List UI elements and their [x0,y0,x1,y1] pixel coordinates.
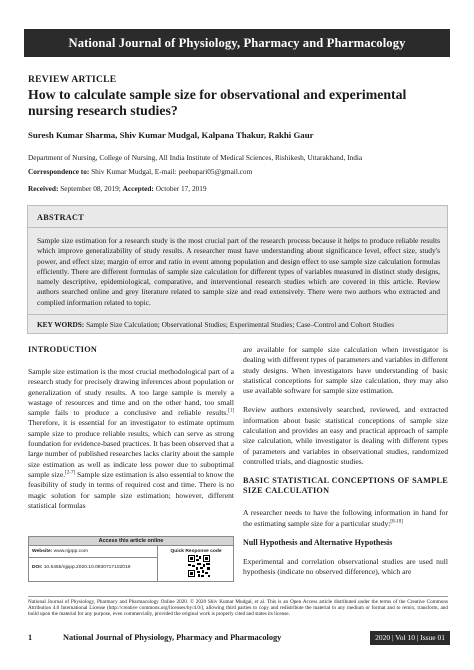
abstract-heading: ABSTRACT [37,213,84,222]
keywords-value: Sample Size Calculation; Observational Studies; Experimental Studies; Case–Control and Cohort Studies [86,320,395,329]
abstract-box [27,205,448,334]
qr-label: Quick Response code [170,549,222,554]
body-paragraph: Review authors extensively searched, reviewed, and extracted information about basic statistical conceptions of sample size calculation and provides an easy and practical approach of sample size calculation, while investigator is dealing with different types of parameters and variables in observational studies, randomized controlled trials, and diagnostic studies. [243,405,448,466]
doi-label: DOI: [32,565,43,570]
introduction-heading: INTRODUCTION [28,345,98,354]
introduction-paragraph [28,367,234,511]
section-heading: BASIC STATISTICAL CONCEPTIONS OF SAMPLE SIZE CALCULATION [243,476,448,496]
doi-link[interactable]: 10.5455/njppp.2020.10.0930717102019 [43,565,131,570]
footer-journal-name: National Journal of Physiology, Pharmacy and Pharmacology [63,633,282,642]
access-article-box [28,536,234,582]
access-box-divider [157,546,158,582]
received-label: Received: [28,184,59,193]
abstract-divider [28,227,447,228]
page-number: 1 [28,633,33,642]
abstract-text: Sample size estimation for a research study is the most crucial part of the research process because it helps to produce reliable results which improve generalizability of study results. A researcher must have understanding about significance level, effect size, study's power, and effect size; margin of error and ratio in event among population and design effect to use sample size calculation formulas efficiently. There are different formulas of sample size calculation for different types of variables measured in distinct study designs, namely descriptive, epidemiological, comparative, and interventional research studies which are covered in this article. Review authors searched online and grey literature related to sample size and read extensively. There were two authors who extracted and complied information related to topic. [37,236,440,307]
para3-text: A researcher needs to have the following information in hand for the estimating sample size for a particular study: [243,508,448,528]
page-footer [28,631,450,645]
keywords-divider [28,314,447,315]
correspondence-value: Shiv Kumar Mudgal, E-mail: peehupari05@gmail.com [91,167,253,176]
left-column [28,345,234,520]
body-paragraph: Experimental and correlation observational studies are used null hypothesis (indicate no observed difference), which are [243,557,448,577]
article-type: REVIEW ARTICLE [28,75,117,85]
correspondence-label: Correspondence to: [28,167,90,176]
doi-row [29,559,157,570]
body-paragraph: are available for sample size calculation when investigator is dealing with different types of parameters and variables in different study designs. When investigators have understanding of basic statistical conceptions for sample size calculation, they may also use available software for sample size estimation. [243,345,448,396]
accepted-date: October 17, 2019 [155,184,207,193]
keywords-label: KEY WORDS: [37,320,85,329]
right-column [243,345,448,587]
citation-ref[interactable]: [8-10] [390,519,403,525]
journal-name: National Journal of Physiology, Pharmacy and Pharmacology [68,35,406,50]
citation-ref[interactable]: [1] [228,408,234,414]
article-title: How to calculate sample size for observational and experimental nursing research studies? [28,87,407,118]
intro-text-1: Sample size estimation is the most crucial methodological part of a research study for precisely drawing inferences about population or generalization of study results. A too large sample is merely a wastage of resources and time and on the other hand, too small sample fails to produce a conclusive and reliable results. [28,367,234,418]
keywords [37,320,394,329]
received-date: September 08, 2019; [60,184,121,193]
affiliation: Department of Nursing, College of Nursing, All India Institute of Medical Sciences, Rishikesh, Uttarakhand, India [28,153,363,162]
volume-issue-badge: 2020 | Vol 10 | Issue 01 [370,631,450,645]
body-paragraph [243,508,448,529]
license-text: National Journal of Physiology, Pharmacy and Pharmacology Online 2020. © 2020 Shiv Kumar Mudgal, et al. This is an Open Access article distributed under the terms of the Creative Commons Attribution 4.0 International License (http://creative commons.org/licenses/by/4.0/), allowing third parties to copy and redistribute the material in any medium or format and to remix, transform, and build upon the material for any purpose, even commercially, provided the original work is properly cited and states its license. [28,599,448,618]
website-link[interactable]: www.njppp.com [53,549,88,554]
website-row [29,546,157,558]
license-divider [28,596,448,597]
journal-header-bar [24,29,450,57]
website-label: Website: [32,549,53,554]
citation-ref[interactable]: [2-7] [65,470,76,476]
author-list: Suresh Kumar Sharma, Shiv Kumar Mudgal, Kalpana Thakur, Rakhi Gaur [28,130,314,140]
accepted-label: Accepted: [122,184,154,193]
subsection-heading: Null Hypothesis and Alternative Hypothesis [243,537,393,547]
article-dates [28,184,207,193]
access-box-title: Access this article online [29,537,233,546]
qr-code-icon[interactable] [188,555,210,577]
intro-text-2: Therefore, it is essential for an investigator to estimate optimum sample size to produce reliable results, which can serve as strong foundation for evidence-based practices. It has been observed that a large number of published researches lacks clarity about the sample size estimation as well as indicate less power due to suboptimal sample size. [28,418,234,479]
intro-text-3: Sample size estimation is also essential to know the feasibility of study in terms of required cost and time. There is no magic solution for sample size estimation; however, different statistical formulas [28,469,234,510]
correspondence [28,167,252,176]
